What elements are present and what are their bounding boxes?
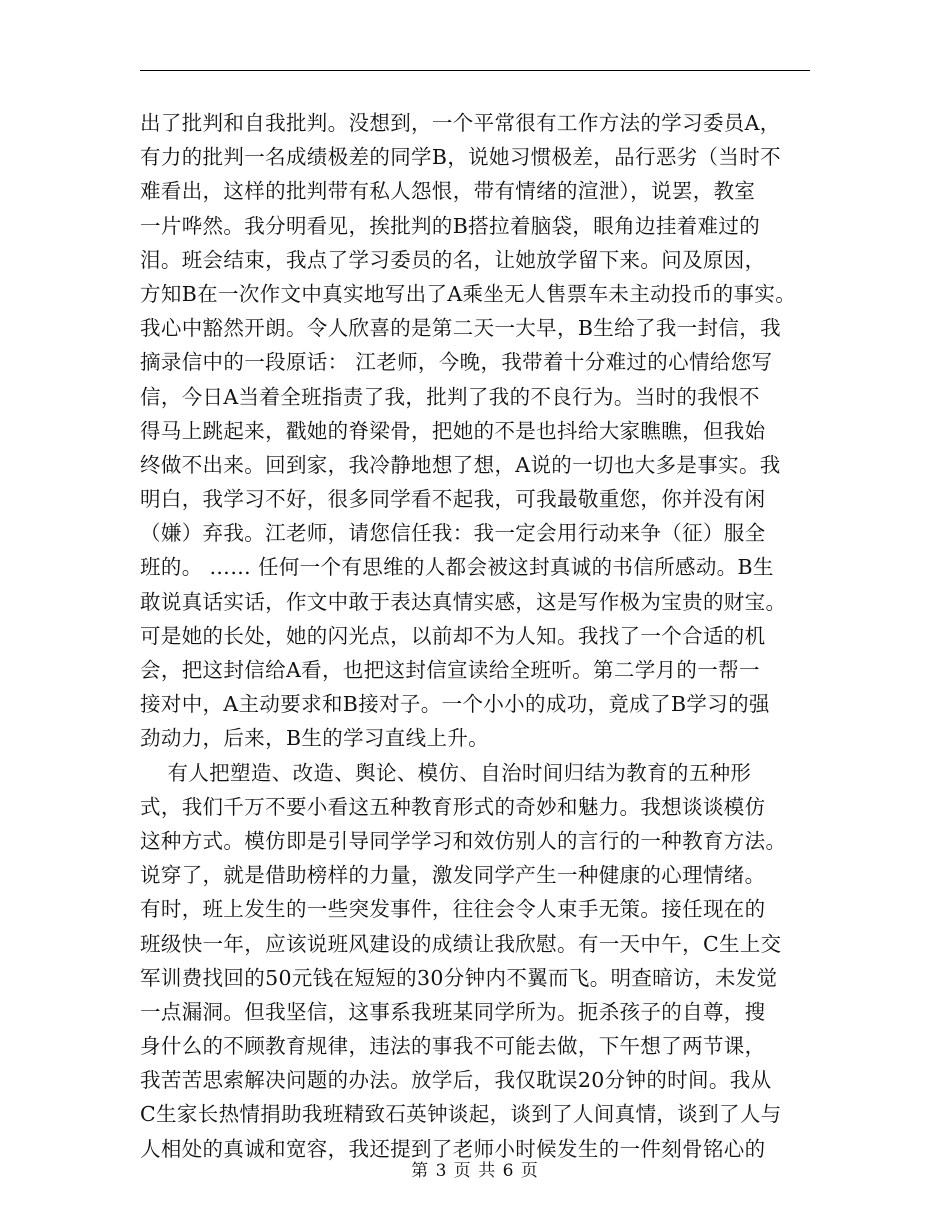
page-number-footer: 第 3 页 共 6 页 xyxy=(411,1161,539,1181)
header-rule xyxy=(140,70,810,71)
text-line: 我苦苦思索解决问题的办法。放学后，我仅耽误20分钟的时间。我从 xyxy=(140,1068,772,1093)
text-line: 式，我们千万不要小看这五种教育形式的奇妙和魅力。我想谈谈模仿 xyxy=(140,794,766,819)
text-line: 有时，班上发生的一些突发事件，往往会令人束手无策。接任现在的 xyxy=(140,897,766,922)
text-line: 出了批判和自我批判。没想到，一个平常很有工作方法的学习委员A， xyxy=(140,111,781,135)
text-line: 军训费找回的50元钱在短短的30分钟内不翼而飞。明查暗访，未发觉 xyxy=(140,965,778,990)
text-line: 班的。 …… 任何一个有思维的人都会被这封真诚的书信所感动。B生 xyxy=(140,555,774,580)
text-line: 一点漏洞。但我坚信，这事系我班某同学所为。扼杀孩子的自尊，搜 xyxy=(140,999,766,1024)
text-line: （嫌）弃我。江老师，请您信任我：我一定会用行动来争（征）服全 xyxy=(140,521,766,546)
paragraph-start-line: 有人把塑造、改造、舆论、模仿、自治时间归结为教育的五种形 xyxy=(140,760,752,785)
text-line: 身什么的不顾教育规律，违法的事我不可能去做，下午想了两节课， xyxy=(140,1034,766,1059)
text-line: 得马上跳起来，戳她的脊梁骨，把她的不是也抖给大家瞧瞧，但我始 xyxy=(140,418,766,443)
text-line: 摘录信中的一段原话： 江老师，今晚，我带着十分难过的心情给您写 xyxy=(140,350,773,375)
text-line: 接对中，A主动要求和B接对子。一个小小的成功，竟成了B学习的强 xyxy=(140,692,770,717)
text-line: 人相处的真诚和宽容，我还提到了老师小时候发生的一件刻骨铭心的 xyxy=(140,1136,766,1161)
text-line: 劲动力，后来，B生的学习直线上升。 xyxy=(140,726,490,751)
text-line: 一片哗然。我分明看见，挨批判的B搭拉着脑袋，眼角边挂着难过的 xyxy=(140,213,761,238)
text-line: 班级快一年，应该说班风建设的成绩让我欣慰。有一天中午，C生上交 xyxy=(140,931,782,956)
text-line: 明白，我学习不好，很多同学看不起我，可我最敬重您，你并没有闲 xyxy=(140,487,766,512)
text-line: 泪。班会结束，我点了学习委员的名，让她放学留下来。问及原因， xyxy=(140,247,766,272)
text-line: 有力的批判一名成绩极差的同学B，说她习惯极差，品行恶劣（当时不 xyxy=(140,145,781,170)
text-line: 说穿了，就是借助榜样的力量，激发同学产生一种健康的心理情绪。 xyxy=(140,863,766,888)
text-line: 这种方式。模仿即是引导同学学习和效仿别人的言行的一种教育方法。 xyxy=(140,828,787,853)
document-body xyxy=(140,106,840,1166)
text-line: 难看出，这样的批判带有私人怨恨，带有情绪的渲泄），说罢，教室 xyxy=(140,179,756,204)
text-line: 可是她的长处，她的闪光点，以前却不为人知。我找了一个合适的机 xyxy=(140,623,766,648)
text-line: C生家长热情捐助我班精致石英钟谈起，谈到了人间真情，谈到了人与 xyxy=(140,1102,782,1127)
text-line: 终做不出来。回到家，我冷静地想了想，A说的一切也大多是事实。我 xyxy=(140,452,781,477)
text-line: 会，把这封信给A看，也把这封信宣读给全班听。第二学月的一帮一 xyxy=(140,658,760,682)
text-line: 敢说真话实话，作文中敢于表达真情实感，这是写作极为宝贵的财宝。 xyxy=(140,589,787,614)
text-line: 信，今日A当着全班指责了我，批判了我的不良行为。当时的我恨不 xyxy=(140,384,760,409)
text-line: 我心中豁然开朗。令人欣喜的是第二天一大早，B生给了我一封信，我 xyxy=(140,316,781,341)
text-line: 方知B在一次作文中真实地写出了A乘坐无人售票车未主动投币的事实。 xyxy=(140,281,797,306)
